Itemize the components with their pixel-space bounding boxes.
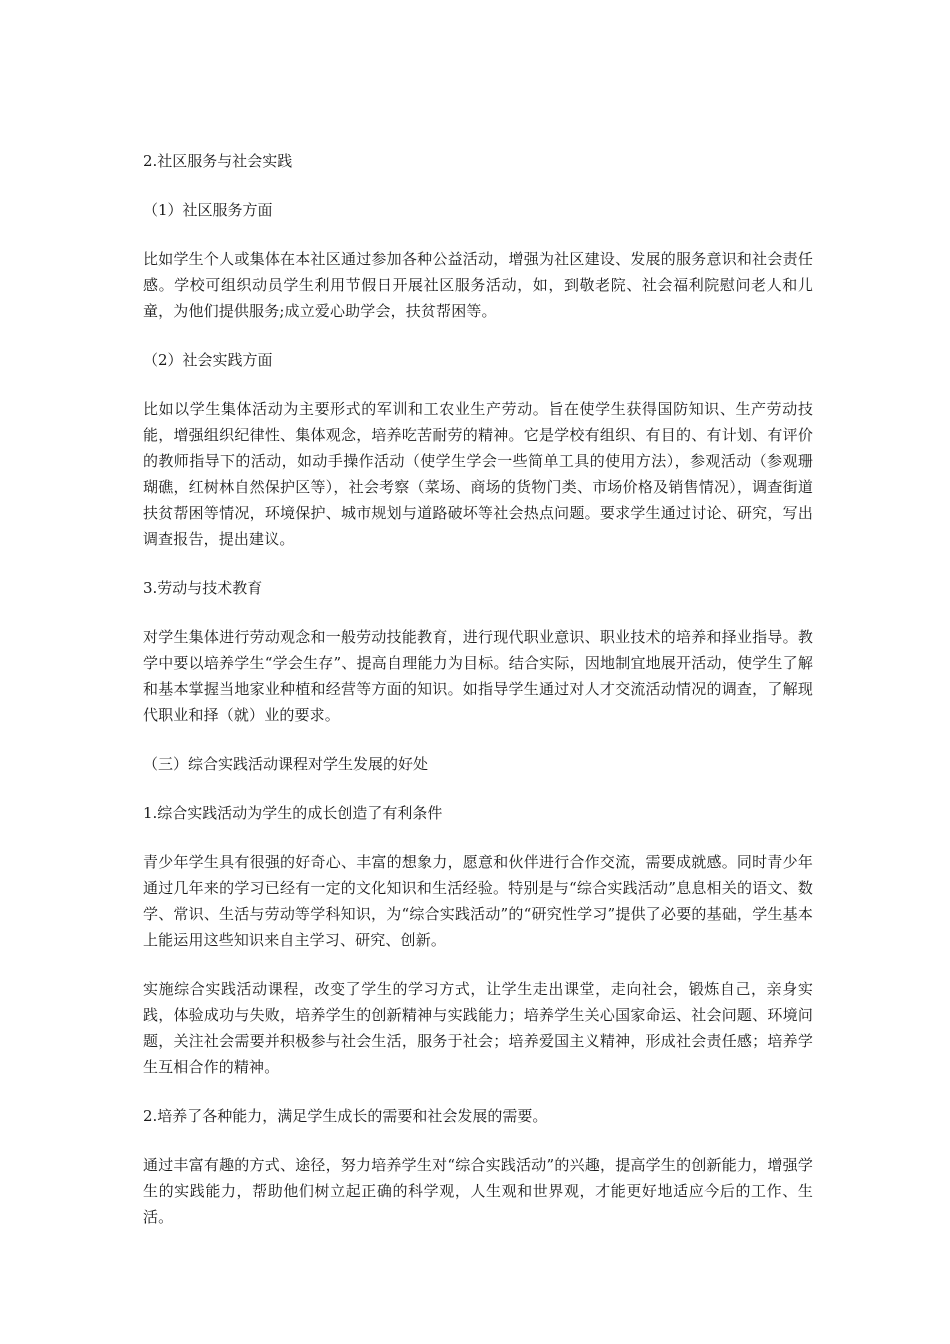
subsection-heading-1: （1）社区服务方面: [143, 201, 273, 219]
section-heading-3: 3.劳动与技术教育: [143, 579, 263, 597]
point-heading-1: 1.综合实践活动为学生的成长创造了有利条件: [143, 804, 443, 822]
paragraph-abilities: 通过丰富有趣的方式、途径，努力培养学生对“综合实践活动”的兴趣，提高学生的创新能力，增强学生的实践能力，帮助他们树立起正确的科学观，人生观和世界观，才能更好地适应今后的工作、生活。: [143, 1156, 813, 1226]
subsection-heading-2: （2）社会实践方面: [143, 351, 273, 369]
document-page: [143, 148, 813, 1230]
paragraph-social-practice: 比如以学生集体活动为主要形式的军训和工农业生产劳动。旨在使学生获得国防知识、生产劳动技能，增强组织纪律性、集体观念，培养吃苦耐劳的精神。它是学校有组织、有目的、有计划、有评价的教师指导下的活动，如动手操作活动（使学生学会一些简单工具的使用方法），参观活动（参观珊瑚礁，红树林自然保护区等），社会考察（菜场、商场的货物门类、市场价格及销售情况），调查街道扶贫帮困等情况，环境保护、城市规划与道路破坏等社会热点问题。要求学生通过讨论、研究，写出调查报告，提出建议。: [143, 400, 813, 548]
paragraph-labor-education: 对学生集体进行劳动观念和一般劳动技能教育，进行现代职业意识、职业技术的培养和择业指导。教学中要以培养学生“学会生存”、提高自理能力为目标。结合实际，因地制宜地展开活动，使学生了解和基本掌握当地家业种植和经营等方面的知识。如指导学生通过对人才交流活动情况的调查，了解现代职业和择（就）业的要求。: [143, 628, 813, 724]
paragraph-course-implementation: 实施综合实践活动课程，改变了学生的学习方式，让学生走出课堂，走向社会，锻炼自己，亲身实践，体验成功与失败，培养学生的创新精神与实践能力；培养学生关心国家命运、社会问题、环境问题，关注社会需要并积极参与社会生活，服务于社会；培养爱国主义精神，形成社会责任感；培养学生互相合作的精神。: [143, 980, 813, 1076]
section-heading-2: 2.社区服务与社会实践: [143, 152, 293, 170]
chapter-heading-3: （三）综合实践活动课程对学生发展的好处: [143, 755, 429, 773]
paragraph-community-service: 比如学生个人或集体在本社区通过参加各种公益活动，增强为社区建设、发展的服务意识和社会责任感。学校可组织动员学生利用节假日开展社区服务活动，如，到敬老院、社会福利院慰问老人和儿童，为他们提供服务;成立爱心助学会，扶贫帮困等。: [143, 250, 813, 320]
paragraph-youth-curiosity: 青少年学生具有很强的好奇心、丰富的想象力，愿意和伙伴进行合作交流，需要成就感。同时青少年通过几年来的学习已经有一定的文化知识和生活经验。特别是与“综合实践活动”息息相关的语文、数学、常识、生活与劳动等学科知识，为“综合实践活动”的“研究性学习”提供了必要的基础，学生基本上能运用这些知识来自主学习、研究、创新。: [143, 853, 813, 949]
point-heading-2: 2.培养了各种能力，满足学生成长的需要和社会发展的需要。: [143, 1107, 548, 1125]
